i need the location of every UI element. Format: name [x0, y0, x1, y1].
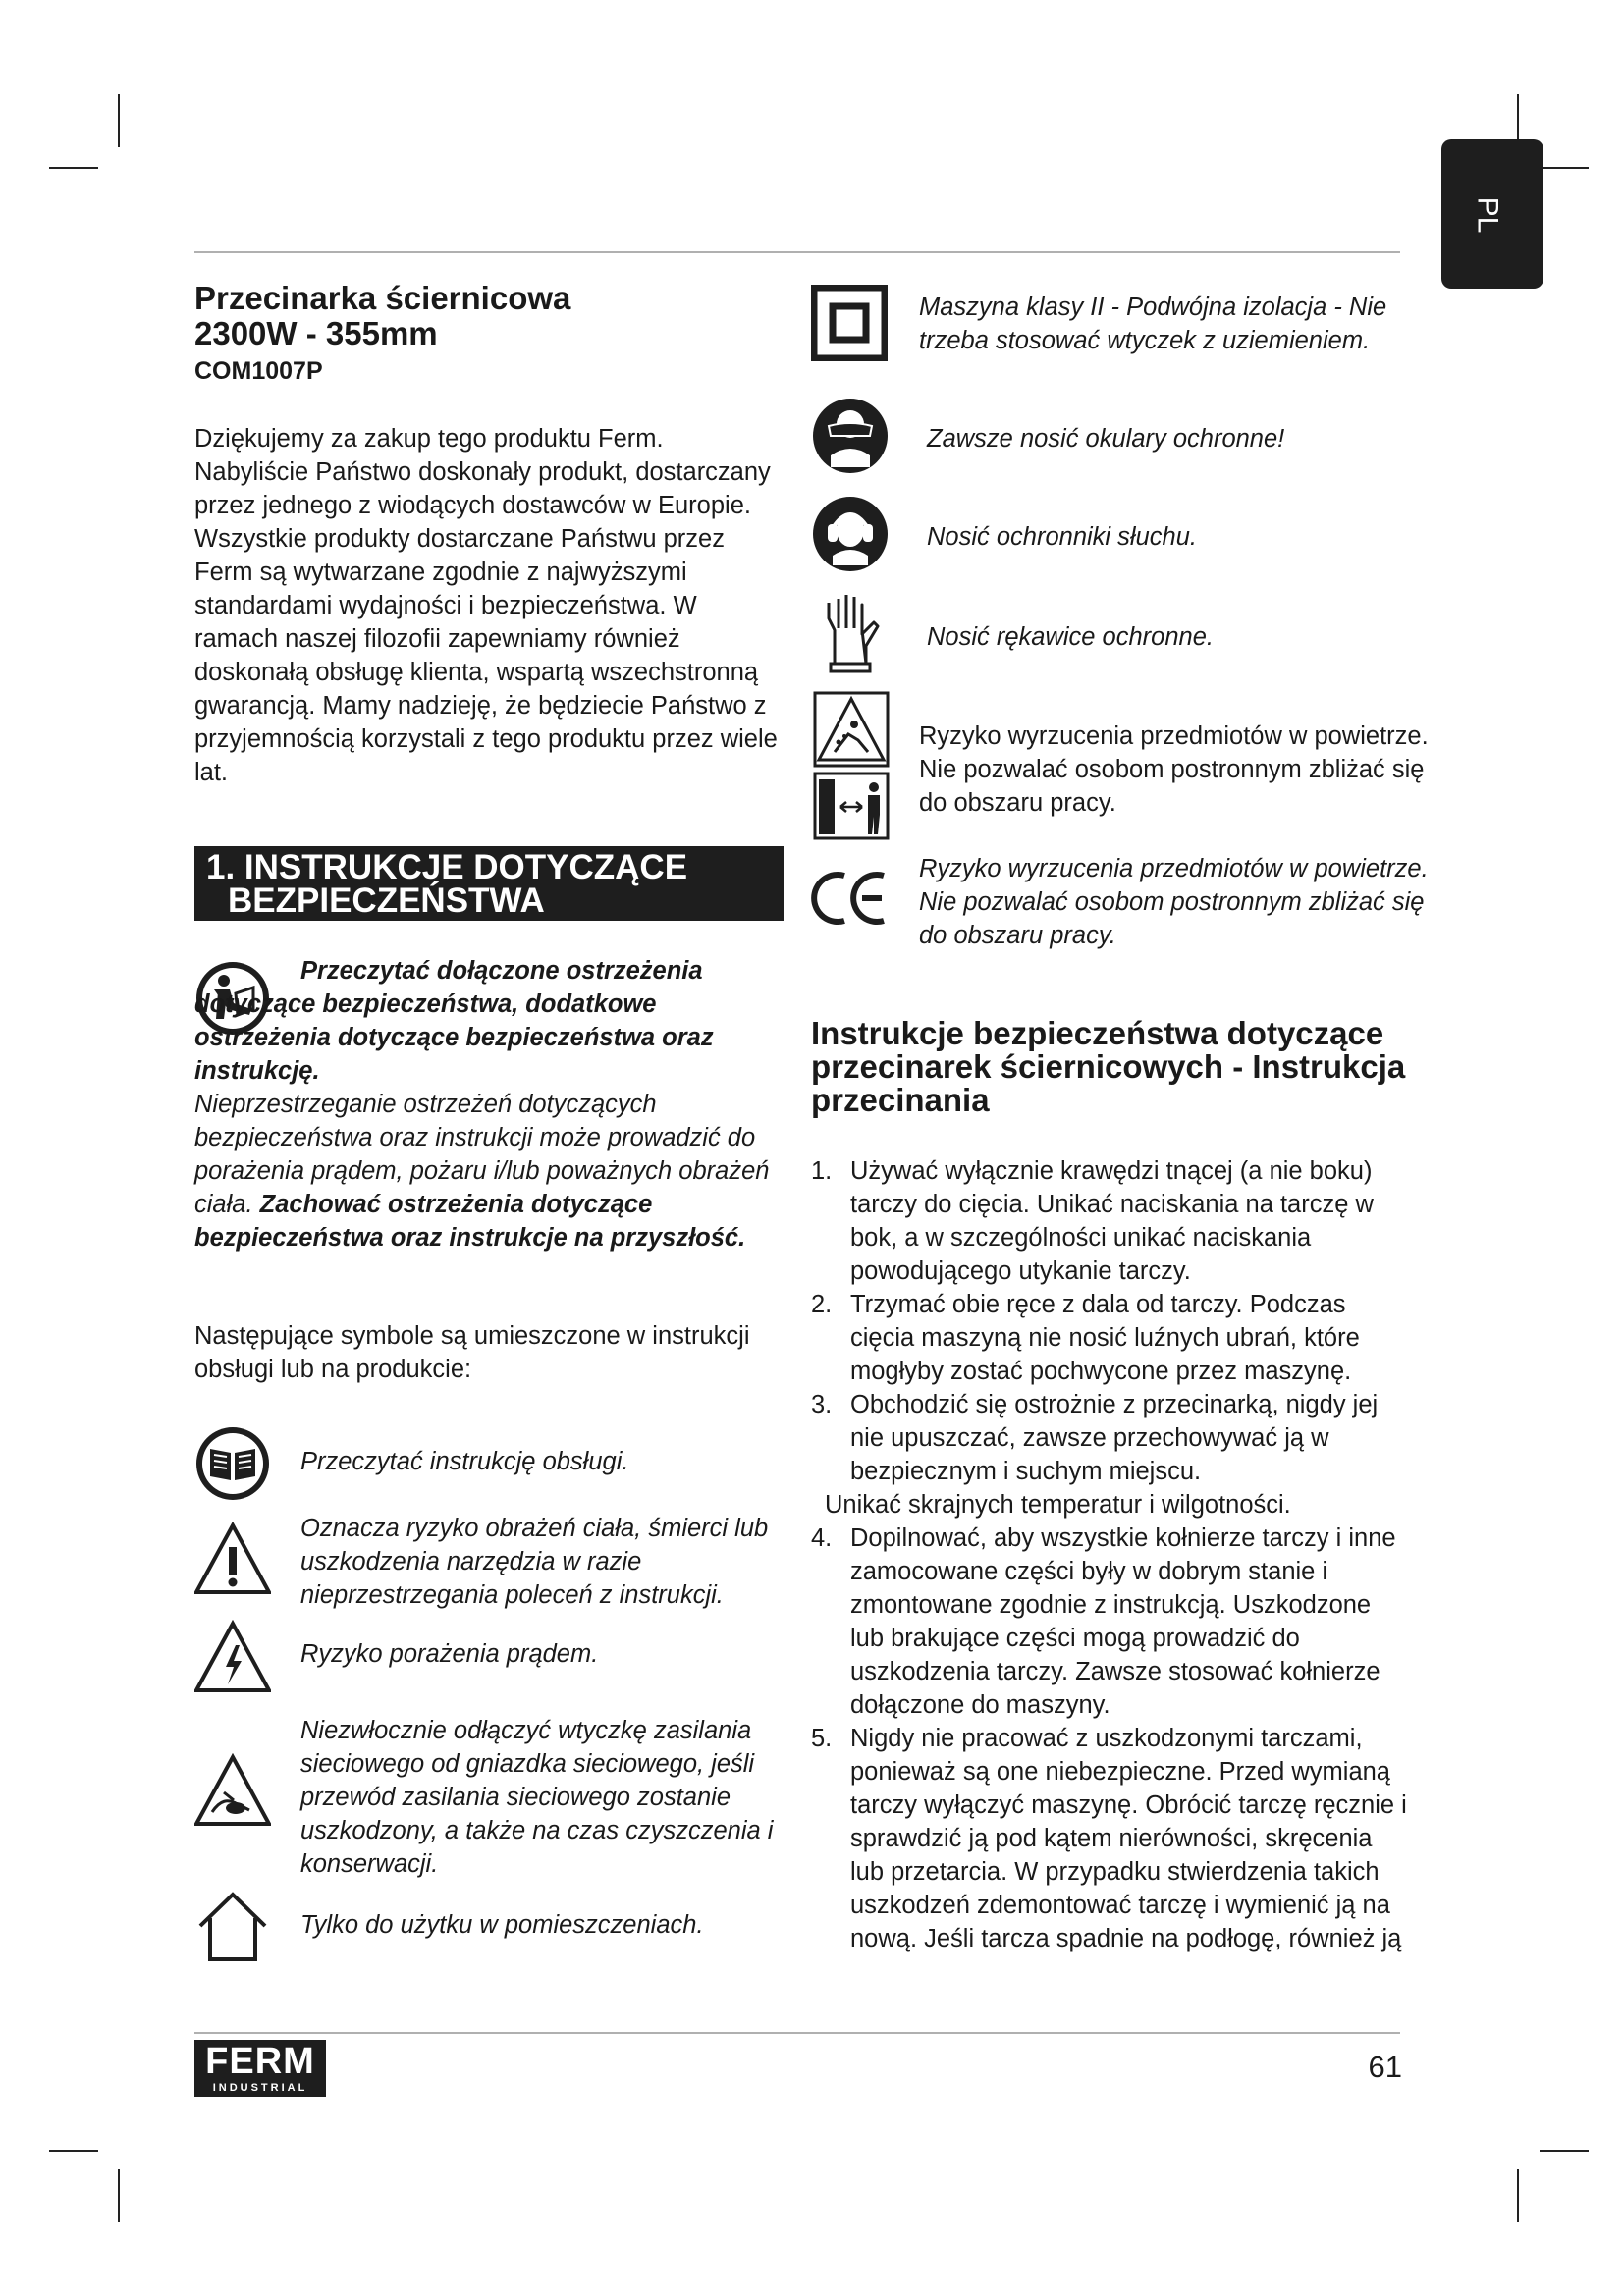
electric-shock-icon [194, 1620, 271, 1696]
cutting-instructions-heading: Instrukcje bezpieczeństwa dotyczące przecinarek ściernicowych - Instrukcja przecinania [811, 1015, 1406, 1118]
top-rule [194, 251, 1400, 253]
section-heading-line2: BEZPIECZEŃSTWA [228, 881, 545, 920]
list-item-number: 4. [811, 1524, 833, 1552]
symbol-text: Ryzyko wyrzucenia przedmiotów w powietrze. Nie pozwalać osobom postronnym zbliżać się do obszaru pracy. [919, 855, 1429, 949]
gloves-icon [817, 591, 888, 673]
safety-warning-italic: Nieprzestrzeganie ostrzeżeń dotyczących bezpieczeństwa oraz instrukcji może prowadzić do porażenia prądem, pożaru i/lub poważnych obrażeń ciała. [194, 1091, 770, 1218]
warning-triangle-icon [194, 1522, 271, 1598]
ferm-logo [194, 2040, 326, 2097]
crop-mark [118, 2169, 120, 2222]
bottom-rule [194, 2032, 1400, 2034]
symbol-text: Zawsze nosić okulary ochronne! [927, 425, 1285, 453]
ce-mark-icon [811, 868, 890, 929]
symbol-row [194, 1512, 803, 1620]
class-ii-double-insulation-icon [811, 285, 888, 361]
crop-mark [1540, 167, 1589, 169]
list-item-text: Obchodzić się ostrożnie z przecinarką, nigdy jej nie upuszczać, zawsze przechowywać ją w bezpiecznym i suchym miejscu. [850, 1391, 1379, 1485]
indoor-house-icon [194, 1887, 271, 1963]
product-title-line1: Przecinarka ściernicowa [194, 280, 571, 316]
ferm-logo-sub: INDUSTRIAL [212, 2082, 308, 2094]
symbol-row [194, 1620, 803, 1698]
section-heading-line1: 1. INSTRUKCJE DOTYCZĄCE [206, 848, 688, 886]
flying-debris-icon [813, 691, 890, 768]
symbol-text: Ryzyko wyrzucenia przedmiotów w powietrze. Nie pozwalać osobom postronnym zbliżać się do obszaru pracy. [919, 722, 1429, 817]
symbols-intro: Następujące symbole są umieszczone w instrukcji obsługi lub na produkcie: [194, 1322, 750, 1383]
list-item-text: Dopilnować, aby wszystkie kołnierze tarczy i inne zamocowane części były w dobrym stanie i zmontowane zgodnie z instrukcją. Uszkodzone lub brakujące części mogą prowadzić do uszkodzenia tarczy. Zawsze stosować kołnierze dołączone do maszyny. [850, 1524, 1396, 1719]
section-heading [194, 846, 784, 921]
symbol-text: Tylko do użytku w pomieszczeniach. [300, 1911, 704, 1939]
crop-mark [49, 2150, 98, 2152]
symbol-row [194, 1425, 803, 1504]
ear-protection-icon [811, 495, 890, 573]
product-model: COM1007P [194, 357, 323, 385]
unplug-icon [194, 1753, 271, 1830]
list-item [811, 1154, 1410, 1288]
list-item [811, 1388, 1410, 1488]
list-item [811, 1722, 1410, 1955]
list-item-number: 1. [811, 1157, 833, 1185]
list-item-number: 5. [811, 1725, 833, 1752]
symbol-row [194, 1714, 803, 1881]
symbol-text: Niezwłocznie odłączyć wtyczkę zasilania sieciowego od gniazdka sieciowego, jeśli przewód zasilania sieciowego zostanie uszkodzony, a także na czas czyszczenia i konserwacji. [300, 1717, 774, 1878]
crop-mark [118, 94, 120, 147]
list-item-number: 3. [811, 1391, 833, 1418]
symbol-text: Nosić rękawice ochronne. [927, 623, 1214, 651]
page-number: 61 [1368, 2050, 1402, 2084]
list-item-number: 2. [811, 1291, 833, 1318]
list-item [811, 1288, 1410, 1388]
ferm-logo-main: FERM [205, 2041, 315, 2082]
cutting-instructions-list [811, 1154, 1410, 1955]
product-title-line2: 2300W - 355mm [194, 315, 438, 351]
list-item-text: Trzymać obie ręce z dala od tarczy. Podczas cięcia maszyną nie nosić luźnych ubrań, które mogłyby zostać pochwycone przez maszynę. [850, 1291, 1360, 1385]
intro-paragraph: Dziękujemy za zakup tego produktu Ferm. Nabyliście Państwo doskonały produkt, dostarczany przez jednego z wiodących dostawców w Europie. Wszystkie produkty dostarczane Państwu przez Ferm są wytwarzane zgodnie z najwyższymi standardami wydajności i bezpieczeństwa. W ramach naszej filozofii zapewniamy również doskonałą obsługę klienta, wspartą wszechstronną gwarancją. Mamy nadzieję, że będziecie Państwo z przyjemnością korzystali z tego produktu przez wiele lat. [194, 425, 778, 786]
symbol-text: Nosić ochronniki słuchu. [927, 523, 1197, 551]
symbol-text: Oznacza ryzyko obrażeń ciała, śmierci lub uszkodzenia narzędzia w razie nieprzestrzegania poleceń z instrukcji. [300, 1515, 769, 1609]
crop-mark [1540, 2150, 1589, 2152]
list-extra-line: Unikać skrajnych temperatur i wilgotności. [825, 1491, 1291, 1519]
list-item-text: Używać wyłącznie krawędzi tnącej (a nie boku) tarczy do cięcia. Unikać naciskania na tarczę w bok, a w szczególności unikać naciskania powodującego utykanie tarczy. [850, 1157, 1374, 1285]
safety-warning-bold: Przeczytać dołączone ostrzeżenia dotyczące bezpieczeństwa, dodatkowe ostrzeżenia dotyczące bezpieczeństwa oraz instrukcję. [194, 957, 714, 1085]
safety-warning-bold2: Zachować ostrzeżenia dotyczące bezpieczeństwa oraz instrukcje na przyszłość. [194, 1191, 746, 1252]
symbol-text: Ryzyko porażenia prądem. [300, 1640, 599, 1668]
manual-book-icon [194, 1425, 271, 1502]
symbol-text: Przeczytać instrukcję obsługi. [300, 1448, 629, 1475]
product-title [194, 281, 784, 391]
list-item-text: Nigdy nie pracować z uszkodzonymi tarczami, ponieważ są one niebezpieczne. Przed wymianą tarczy wyłączyć maszynę. Obrócić tarczę ręcznie i sprawdzić ją pod kątem nierówności, skręcenia lub przetarcia. W przypadku stwierdzenia takich uszkodzeń zdemontować tarczę i wymienić ją na nową. Jeśli tarcza spadnie na podłogę, również ją [850, 1725, 1407, 1952]
keep-distance-icon [813, 772, 890, 840]
crop-mark [1517, 2169, 1519, 2222]
safety-glasses-icon [811, 397, 890, 475]
symbol-text: Maszyna klasy II - Podwójna izolacja - Nie trzeba stosować wtyczek z uziemieniem. [919, 294, 1387, 354]
language-tab [1441, 139, 1543, 289]
list-item [811, 1522, 1410, 1722]
symbol-row [194, 1887, 803, 1971]
crop-mark [49, 167, 98, 169]
safety-warning-text [194, 954, 793, 1255]
language-tab-label: PL [1471, 196, 1504, 234]
